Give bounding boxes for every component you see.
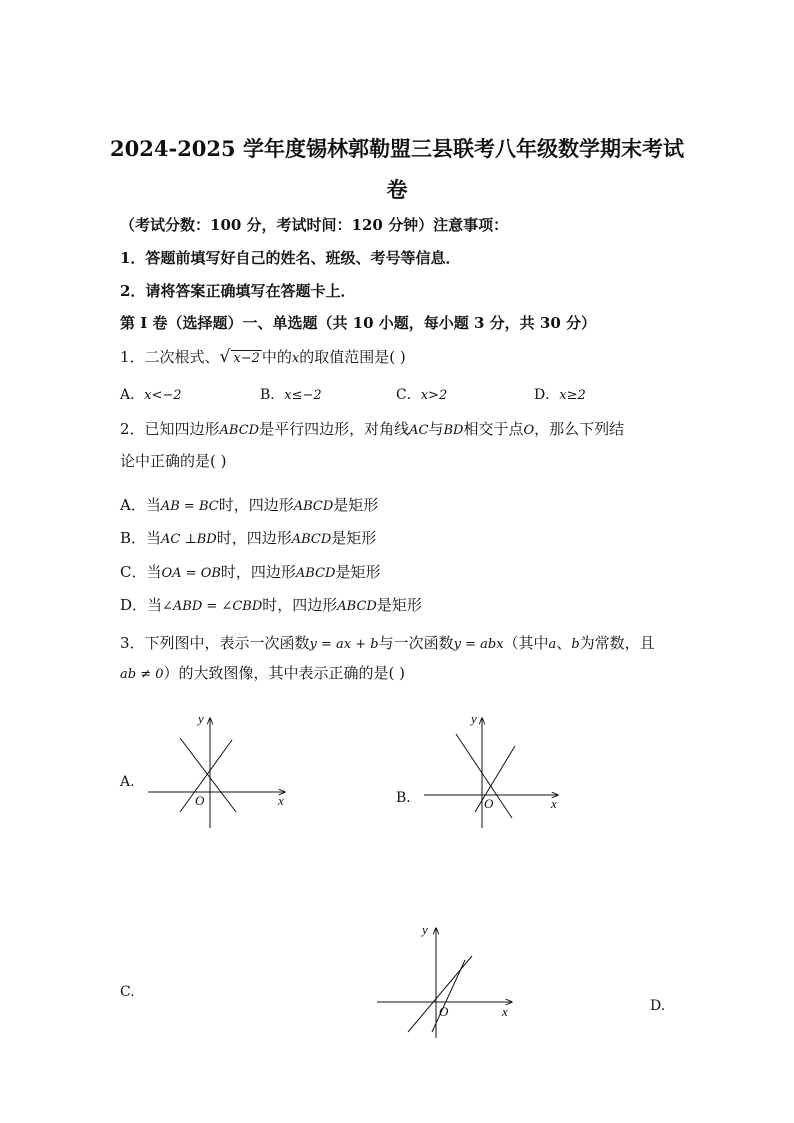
line-2 [475, 746, 515, 812]
sqrt-symbol: √ [219, 347, 231, 367]
q1-suffix: 的取值范围是( ) [299, 348, 406, 366]
note-1: 1．答题前填写好自己的姓名、班级、考号等信息． [120, 249, 461, 267]
q2-option-c: C．当OA = OB时，四边形ABCD是矩形 [120, 563, 381, 581]
y-axis-label: y [471, 711, 477, 726]
question-2: 2．已知四边形ABCD是平行四边形，对角线AC与BD相交于点O，那么下列结 [120, 420, 625, 438]
graph-c-label: C. [120, 984, 135, 1000]
graph-a-label: A. [120, 774, 135, 790]
graph-b-label: B． [396, 790, 421, 806]
q2-option-d: D．当∠ABD = ∠CBD时，四边形ABCD是矩形 [120, 596, 422, 614]
origin-label: O [439, 1004, 449, 1019]
line-2 [432, 960, 465, 1032]
y-axis-label: y [198, 711, 204, 726]
q1-var: x [291, 351, 300, 366]
q1-option-d: D．x≥2 [534, 387, 586, 403]
q2-option-a: A．当AB = BC时，四边形ABCD是矩形 [120, 496, 379, 514]
origin-label: O [195, 793, 205, 808]
section-heading: 第 I 卷（选择题）一、单选题（共 10 小题，每小题 3 分，共 30 分） [120, 314, 596, 332]
q2-option-b: B．当AC ⊥BD时，四边形ABCD是矩形 [120, 529, 377, 547]
y-axis-label: y [422, 922, 428, 937]
q1-mid: 中的 [261, 348, 292, 366]
question-3-line2: ab ≠ 0）的大致图像，其中表示正确的是( ) [120, 664, 405, 682]
x-axis-label: x [551, 796, 557, 811]
origin-label: O [484, 796, 494, 811]
x-axis-label: x [278, 793, 284, 808]
q1-option-c: C．x>2 [396, 387, 448, 403]
graph-d-label: D. [650, 998, 666, 1014]
line-1 [408, 956, 472, 1032]
page-title: 2024-2025 学年度锡林郭勒盟三县联考八年级数学期末考试 [110, 136, 684, 161]
line-1 [180, 740, 232, 812]
page-title-cont: 卷 [386, 177, 408, 202]
question-2-line2: 论中正确的是( ) [120, 452, 227, 470]
note-2: 2．请将答案正确填写在答题卡上． [120, 282, 356, 300]
graph-a [140, 708, 300, 832]
q1-option-a: A．x<−2 [120, 387, 182, 403]
graph-b [420, 708, 570, 832]
exam-info: （考试分数：100 分，考试时间：120 分钟）注意事项： [120, 216, 509, 234]
question-1 [120, 346, 406, 367]
question-3: 3．下列图中，表示一次函数y = ax + b与一次函数y = abx（其中a、b为常数，且 [120, 634, 655, 652]
q1-option-b: B．x≤−2 [260, 387, 322, 403]
graph-c [372, 920, 522, 1042]
q1-radicand: x−2 [233, 351, 260, 366]
q1-prefix: 1．二次根式、 [120, 348, 220, 366]
x-axis-label: x [502, 1004, 508, 1019]
